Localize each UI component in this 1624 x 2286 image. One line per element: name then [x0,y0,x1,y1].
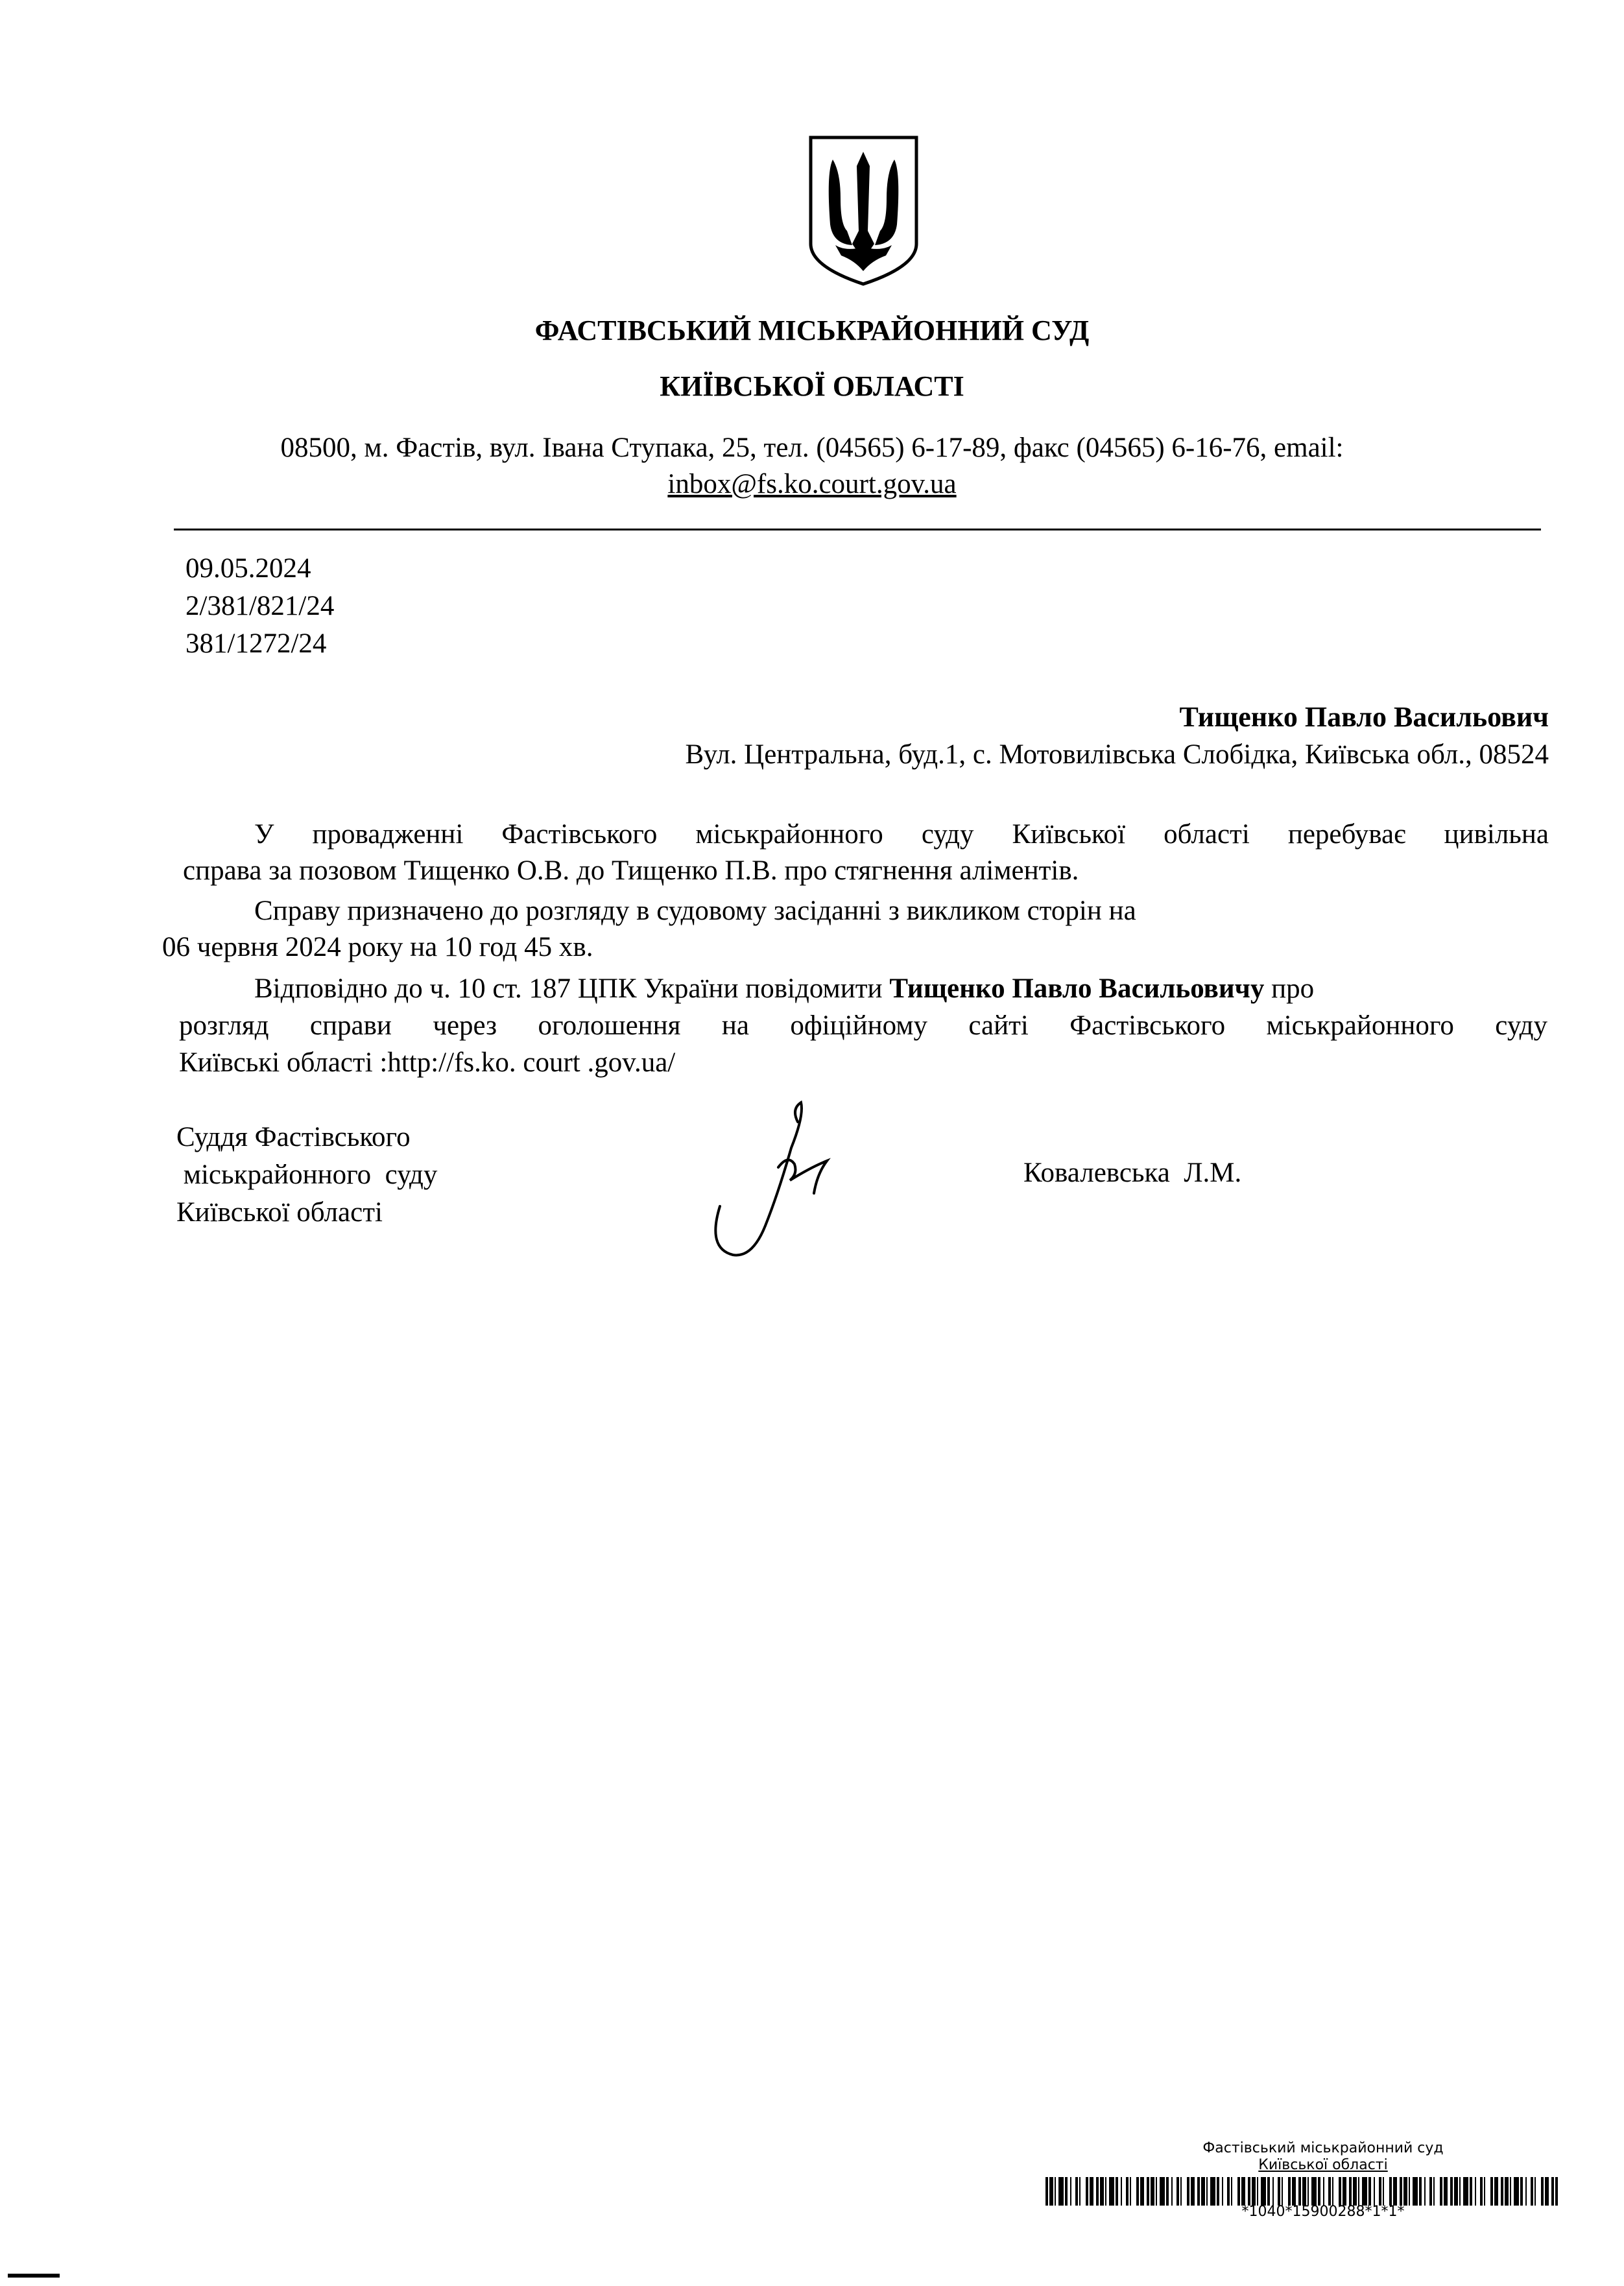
barcode-bar [1419,2177,1422,2206]
barcode-bar [1308,2177,1309,2206]
barcode-bar [1096,2177,1099,2206]
barcode-bar [1136,2177,1139,2206]
recipient-address: Вул. Центральна, буд.1, с. Мотовилівська Слобідка, Київська обл., 08524 [685,739,1549,770]
barcode-bar [1191,2177,1195,2206]
barcode-bar [1409,2177,1410,2206]
barcode-bar [1151,2177,1154,2206]
judge-title [176,1119,437,1232]
barcode-bar [1241,2177,1245,2206]
barcode-bar [1261,2177,1266,2206]
barcode-bar [1180,2177,1182,2206]
barcode-bar [1201,2177,1205,2206]
paragraph1-line1: У провадженні Фастівського міськрайонного суду Київської області перебуває цивільна [254,819,1549,850]
barcode-bar [1248,2177,1250,2206]
barcode-bar [1541,2177,1544,2206]
barcode-bar [1534,2177,1536,2206]
case-number: 2/381/821/24 [185,591,335,621]
barcode-bar [1475,2177,1476,2206]
barcode-bar [1086,2177,1088,2206]
barcode-bar [1374,2177,1375,2206]
barcode-bar [1531,2177,1533,2206]
barcode-bar [1343,2177,1346,2206]
barcode-bar [1459,2177,1461,2206]
court-name-line2: КИЇВСЬКОЇ ОБЛАСТІ [660,370,964,402]
barcode-bar [1288,2177,1291,2206]
barcode-bar [1166,2177,1169,2206]
barcode-bar [1400,2177,1402,2206]
barcode-bar [1160,2177,1165,2206]
barcode-bar [1545,2177,1549,2206]
footer-court-line1: Фастівський міськрайонний суд [1202,2140,1444,2156]
barcode-bar [1424,2177,1426,2206]
barcode-bar [1393,2177,1397,2206]
judge-name: Ковалевська Л.М. [1023,1158,1242,1188]
barcode-bar [1520,2177,1523,2206]
barcode-bar [1171,2177,1173,2206]
footer-court-line2: Київської області [1258,2157,1388,2173]
barcode-bar [1109,2177,1114,2206]
barcode-bar [1058,2177,1064,2206]
barcode-bar [1349,2177,1352,2206]
barcode-bar [1454,2177,1458,2206]
barcode-bar [1339,2177,1341,2206]
paragraph3-line2: розгляд справи через оголошення на офіційному сайті Фастівського міськрайонного суду [179,1010,1547,1041]
barcode-bar [1075,2177,1078,2206]
barcode-bar [1217,2177,1219,2206]
barcode-bar [1514,2177,1519,2206]
barcode-bar [1267,2177,1270,2206]
barcode-bar [1187,2177,1189,2206]
barcode-bar [1311,2177,1317,2206]
barcode-bar [1292,2177,1296,2206]
barcode-bar [1413,2177,1418,2206]
barcode-bar [1237,2177,1240,2206]
barcode-bar [1049,2177,1053,2206]
barcode-bar [1222,2177,1223,2206]
barcode-bar [1278,2177,1280,2206]
barcode-bar [1197,2177,1200,2206]
court-name-line1: ФАСТІВСЬКИЙ МІСЬКРАЙОННИЙ СУД [534,315,1090,346]
barcode-bar [1510,2177,1511,2206]
barcode-number: *1040*15900288*1*1* [1241,2204,1405,2220]
paragraph2-line1: Справу призначено до розгляду в судовому засіданні з викликом сторін на [254,896,1136,926]
barcode-bar [1210,2177,1215,2206]
barcode-bar [1403,2177,1407,2206]
barcode-bar [1116,2177,1118,2206]
barcode-bar [1358,2177,1359,2206]
barcode-bar [1494,2177,1498,2206]
paragraph3-line1-text: Відповідно до ч. 10 ст. 187 ЦПК України повідомити [254,973,890,1004]
barcode-bar [1070,2177,1071,2206]
paragraph3-line1-end: про [1264,973,1315,1004]
barcode-bar [1126,2177,1128,2206]
barcode-bar [1147,2177,1149,2206]
barcode-bar [1105,2177,1106,2206]
paragraph3-line3: Київські області :http://fs.ko. court .gov.ua/ [179,1047,676,1078]
barcode-bar [1323,2177,1324,2206]
paragraph3-recipient-name: Тищенко Павло Васильовичу [889,973,1265,1004]
footer-court-stamp [1161,2140,1485,2174]
barcode-bar [1440,2177,1442,2206]
barcode-bar [1484,2177,1485,2206]
barcode-bar [1470,2177,1472,2206]
barcode-bar [1121,2177,1122,2206]
barcode-bar [1298,2177,1301,2206]
paragraph2-line2: 06 червня 2024 року на 10 год 45 хв. [162,932,593,962]
barcode-bar [1252,2177,1256,2206]
barcode-bar [1176,2177,1179,2206]
barcode-bar [1231,2177,1232,2206]
barcode-bar [1328,2177,1331,2206]
barcode-bar [1282,2177,1283,2206]
barcode-bar [1045,2177,1048,2206]
judge-title-line1: Суддя Фастівського [176,1122,411,1152]
recipient-name: Тищенко Павло Васильович [1179,701,1549,733]
barcode-bar [1100,2177,1104,2206]
barcode-bar [1227,2177,1230,2206]
court-address: 08500, м. Фастів, вул. Івана Ступака, 25, тел. (04565) 6-17-89, факс (04565) 6-16-76, email: [280,433,1344,463]
barcode-bar [1362,2177,1367,2206]
barcode-bar [1555,2177,1558,2206]
barcode-bar [1302,2177,1306,2206]
scan-edge-mark [8,2274,60,2278]
barcode-bar [1353,2177,1357,2206]
letter-date: 09.05.2024 [185,553,311,584]
handwritten-signature [681,1096,843,1265]
barcode-bar [1490,2177,1493,2206]
barcode-bar [1444,2177,1448,2206]
header-divider [174,529,1541,530]
barcode-bar [1332,2177,1333,2206]
registration-number: 381/1272/24 [185,628,327,659]
barcode-bar [1065,2177,1068,2206]
barcode-bar [1429,2177,1432,2206]
barcode-bar [1501,2177,1503,2206]
barcode-bar [1156,2177,1157,2206]
judge-title-line2: міськрайонного суду [176,1160,438,1190]
barcode-bar [1257,2177,1258,2206]
barcode [1045,2177,1558,2206]
barcode-bar [1505,2177,1509,2206]
barcode-bar [1090,2177,1093,2206]
barcode-bar [1389,2177,1392,2206]
barcode-bar [1368,2177,1371,2206]
barcode-bar [1525,2177,1527,2206]
barcode-bar [1272,2177,1274,2206]
judge-title-line3: Київської області [176,1197,383,1228]
barcode-bar [1140,2177,1144,2206]
barcode-bar [1379,2177,1381,2206]
barcode-bar [1130,2177,1131,2206]
barcode-bar [1480,2177,1483,2206]
barcode-bar [1055,2177,1056,2206]
coat-of-arms-icon [807,134,920,288]
barcode-bar [1450,2177,1453,2206]
paragraph1-line2: справа за позовом Тищенко О.В. до Тищенко П.В. про стягнення аліментів. [183,855,1079,886]
paragraph3-line1 [254,973,1549,1005]
barcode-bar [1551,2177,1554,2206]
barcode-bar [1383,2177,1384,2206]
court-email: inbox@fs.ko.court.gov.ua [667,469,957,499]
barcode-bar [1463,2177,1468,2206]
barcode-bar [1206,2177,1208,2206]
barcode-bar [1433,2177,1435,2206]
barcode-bar [1079,2177,1081,2206]
barcode-bar [1318,2177,1320,2206]
